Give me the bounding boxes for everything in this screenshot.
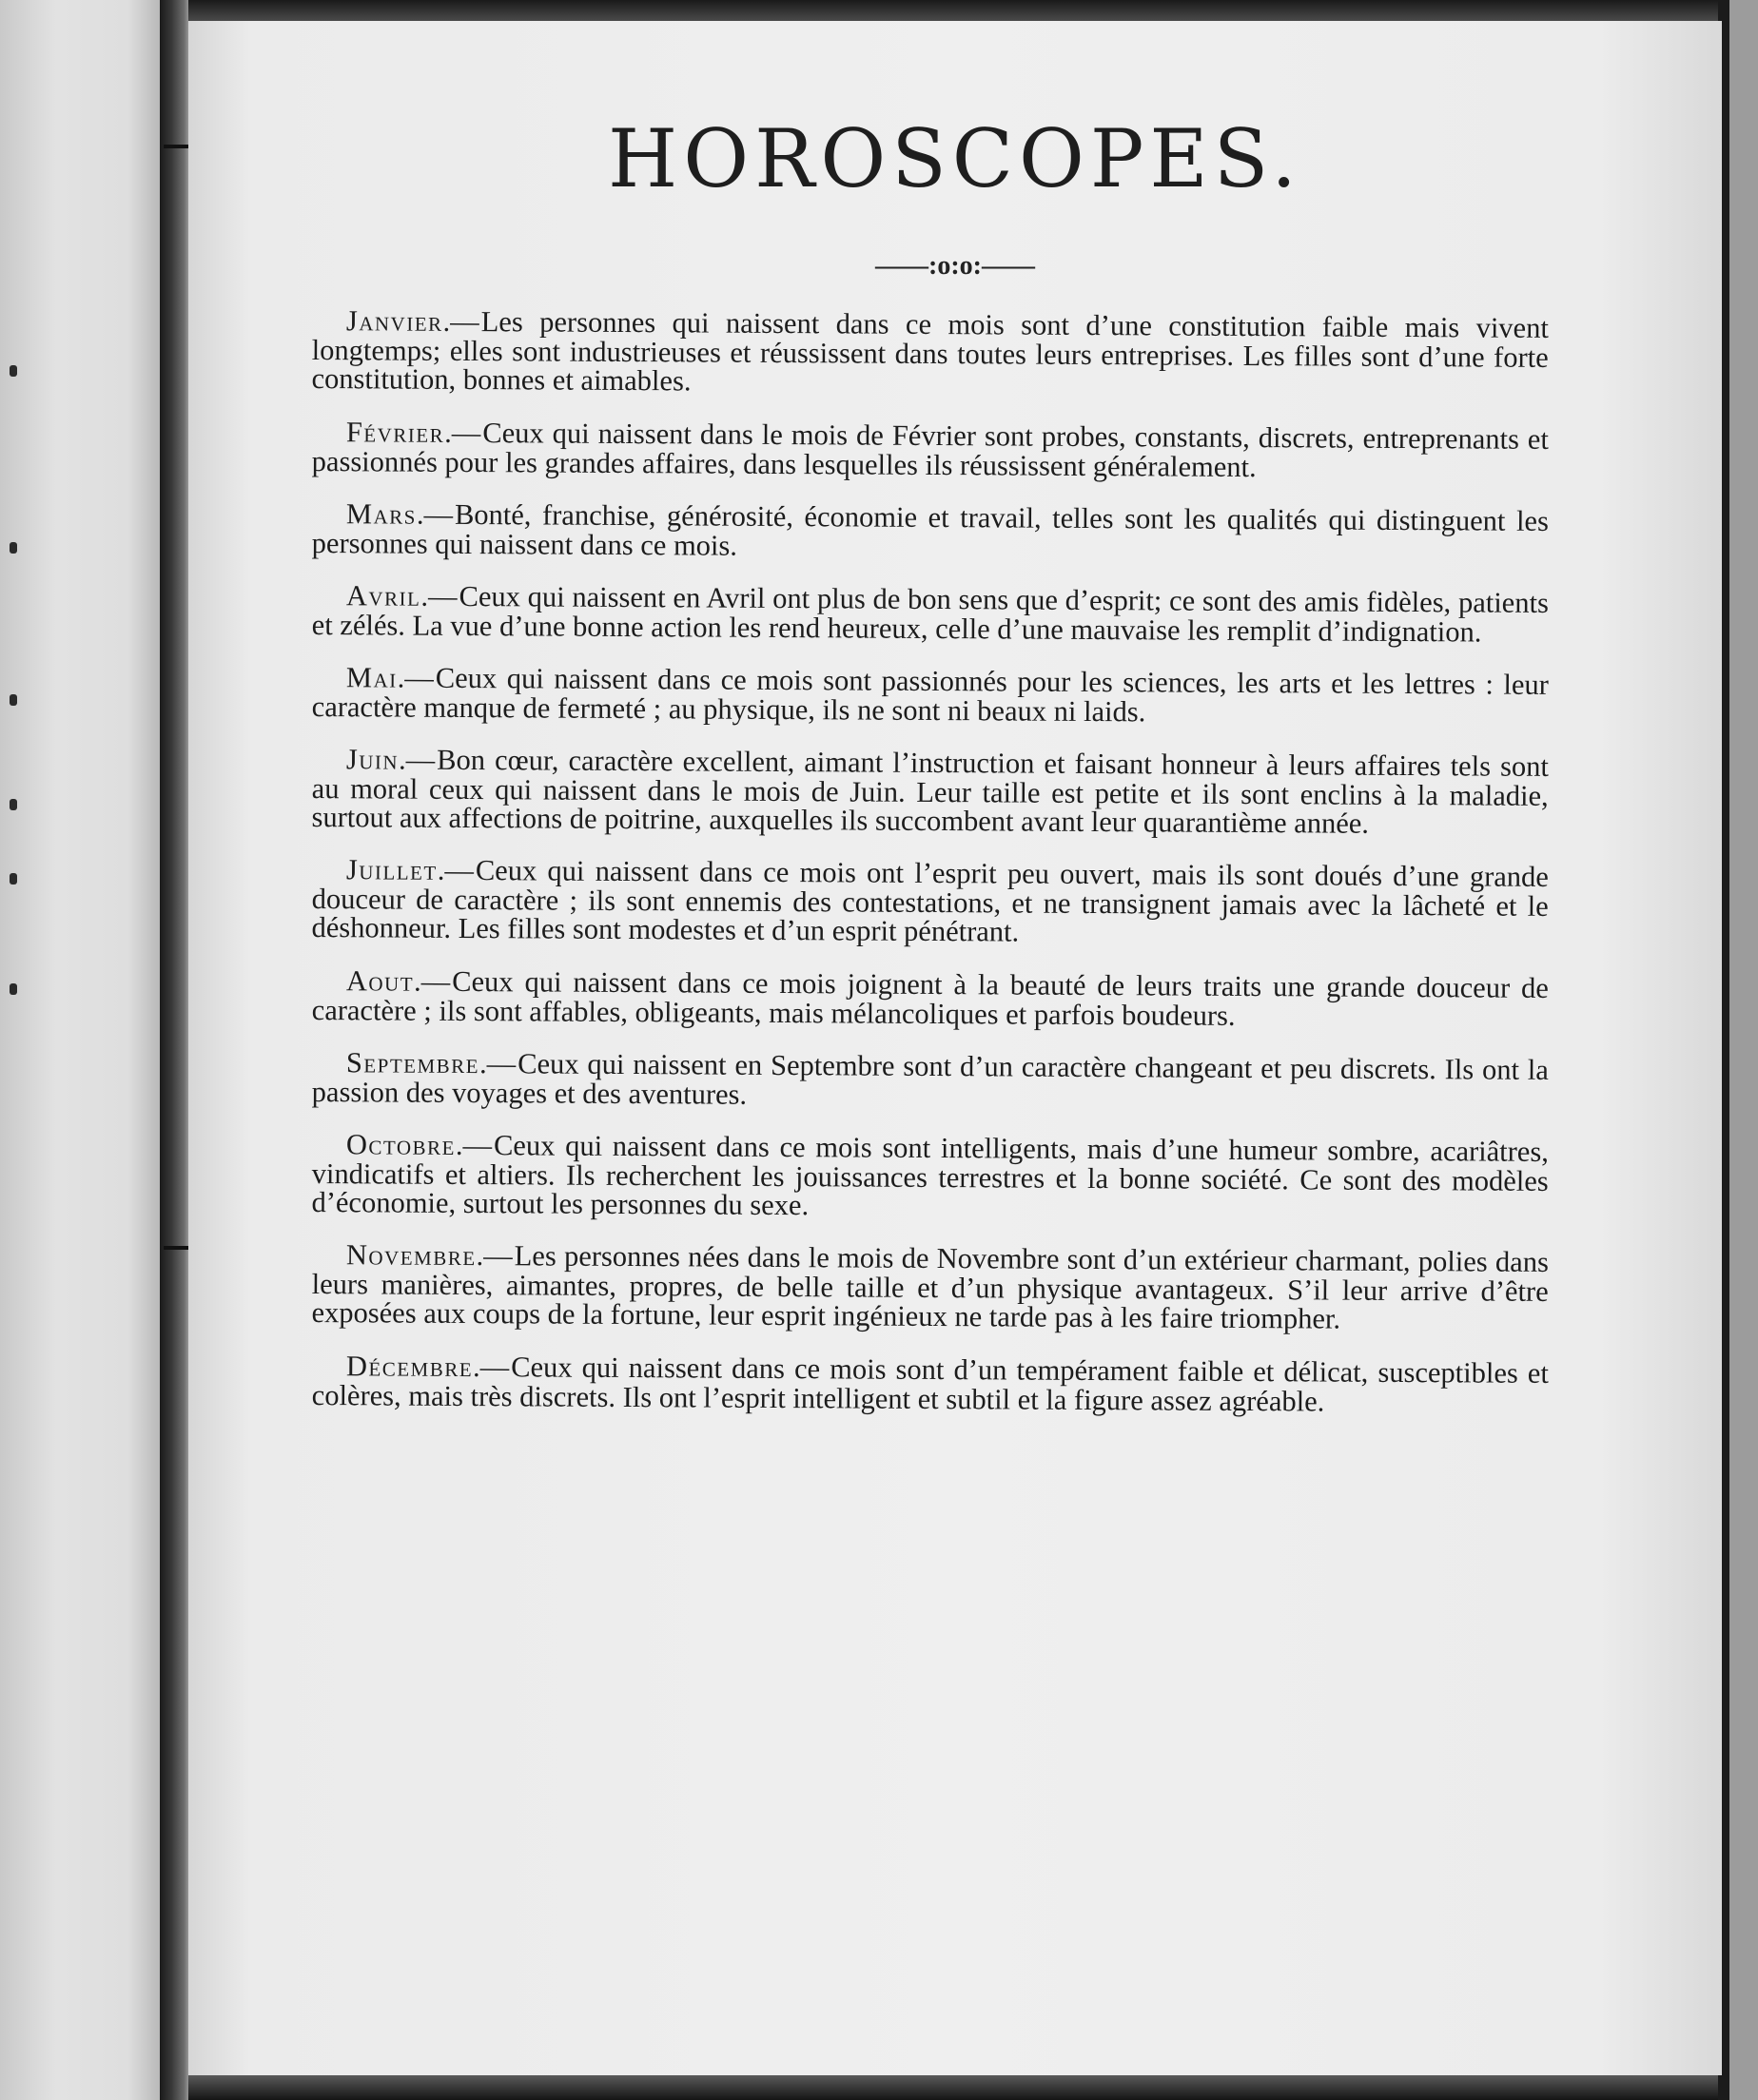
month-name: Février — [345, 415, 445, 449]
entry-text: Ceux qui naissent en Avril ont plus de bon sens que d’esprit; ce sont des amis fidèles, patients et zélés. La vue d’une bonne action les rend heureux, celle d’une mauvaise les remplit d’indignation. — [311, 579, 1549, 648]
left-page-edge — [0, 0, 160, 2100]
entry-separator: .— — [397, 661, 434, 694]
entry-text: Ceux qui naissent dans ce mois sont passionnés pour les sciences, les arts et les lettres : leur caractère manque de fermeté ; au physique, ils ne sont ni beaux ni laids. — [311, 661, 1549, 728]
entry-text: Les personnes nées dans le mois de Novembre sont d’un extérieur charmant, polies dans leurs manières, aimantes, propres, de belle taille et d’un physique avantageux. S’il leur arrive d’être exposées aux coups de la fortune, leur esprit ingénieux ne tarde pas à les faire triompher. — [311, 1239, 1549, 1335]
month-name: Mars — [345, 496, 417, 531]
top-shadow — [188, 0, 1729, 21]
entry-separator: .— — [479, 1046, 517, 1079]
bottom-shadow — [188, 2075, 1729, 2100]
entry-separator: .— — [444, 416, 481, 449]
month-name: Octobre — [345, 1127, 457, 1161]
month-name: Aout — [345, 963, 415, 998]
title-ornament: ——:o:o:—— — [875, 251, 1035, 281]
entry-text: Bon cœur, caractère excellent, aimant l’instruction et faisant honneur à leurs affaires tels sont au moral ceux qui naissent dans le mois de Juin. Leur taille est petite et ils sont enclins à la maladie, surtout aux affections de poitrine, auxquelles ils succombent avant leur quarantième année. — [311, 743, 1549, 840]
entry-text: Les personnes qui naissent dans ce mois sont d’une constitution faible mais vivent longtemps; elles sont industrieuses et réussissent dans toutes leurs entreprises. Les filles sont d’une forte constitution, bonnes et aimables. — [311, 305, 1549, 398]
month-name: Décembre — [345, 1349, 474, 1383]
entry-separator: .— — [420, 579, 458, 612]
entry-aout — [311, 963, 1549, 1032]
entry-separator: .— — [442, 304, 479, 339]
entry-fevrier — [311, 415, 1549, 483]
entry-septembre — [311, 1045, 1549, 1114]
ink-mark — [10, 983, 17, 995]
entry-juin — [311, 742, 1549, 840]
entry-text: Bonté, franchise, générosité, économie et travail, telles sont les qualités qui distinguent les personnes qui naissent dans ce mois. — [311, 497, 1549, 561]
month-name: Juin — [345, 742, 400, 776]
right-page-edge — [1729, 0, 1758, 2100]
entry-text: Ceux qui naissent dans ce mois sont intelligents, mais d’une humeur sombre, acariâtres, vindicatifs et altiers. Ils recherchent les jouissances terrestres et la bonne société. Ce sont des modèles d’économie, surtout les personnes du sexe. — [311, 1128, 1549, 1221]
entry-juillet — [311, 855, 1549, 949]
page — [188, 21, 1722, 2075]
ink-mark — [10, 873, 17, 885]
month-name: Septembre — [345, 1045, 480, 1079]
ink-mark — [10, 694, 17, 706]
month-name: Avril — [345, 578, 421, 612]
entry-text: Ceux qui naissent dans ce mois joignent à la beauté de leurs traits une grande douceur de caractère ; ils sont affables, obligeants, mais mélancoliques et parfois boudeurs. — [311, 964, 1549, 1031]
entry-separator: .— — [455, 1128, 493, 1161]
entry-novembre — [311, 1240, 1549, 1334]
ink-mark — [10, 799, 17, 810]
entry-decembre — [312, 1351, 1549, 1417]
entry-mars — [311, 496, 1549, 565]
ink-mark — [10, 365, 17, 377]
entry-separator: .— — [413, 964, 451, 998]
page-title: HOROSCOPES. — [607, 112, 1302, 205]
entry-separator: .— — [416, 497, 454, 531]
entry-text: Ceux qui naissent en Septembre sont d’un caractère changeant et peu discrets. Ils ont la passion des voyages et des aventures. — [311, 1046, 1549, 1110]
entry-separator: .— — [473, 1350, 510, 1383]
entry-mai — [311, 660, 1549, 729]
entry-octobre — [311, 1127, 1549, 1224]
entry-janvier — [311, 306, 1549, 400]
month-name: Juillet — [345, 853, 438, 886]
month-name: Janvier — [345, 304, 443, 338]
horoscope-list — [312, 306, 1549, 1433]
entry-separator: .— — [476, 1239, 513, 1273]
entry-text: Ceux qui naissent dans ce mois ont l’esprit peu ouvert, mais ils sont doués d’une grande douceur de caractère ; ils sont ennemis des contestations, et ne transignent jamais avec la lâcheté et le déshonneur. Les filles sont modestes et d’un esprit pénétrant. — [311, 854, 1549, 948]
entry-separator: .— — [437, 853, 474, 887]
entry-separator: .— — [399, 743, 436, 776]
month-name: Mai — [345, 660, 398, 694]
entry-text: Ceux qui naissent dans ce mois sont d’un tempérament faible et délicat, susceptibles et colères, mais très discrets. Ils ont l’esprit intelligent et subtil et la figure assez agréable. — [311, 1350, 1549, 1417]
book-gutter — [160, 0, 190, 2100]
entry-avril — [311, 578, 1549, 648]
ink-mark — [10, 542, 17, 554]
entry-text: Ceux qui naissent dans le mois de Février sont probes, constants, discrets, entreprenants et passionnés pour les grandes affaires, dans lesquelles ils réussissent généralement. — [311, 416, 1549, 483]
month-name: Novembre — [345, 1238, 477, 1273]
